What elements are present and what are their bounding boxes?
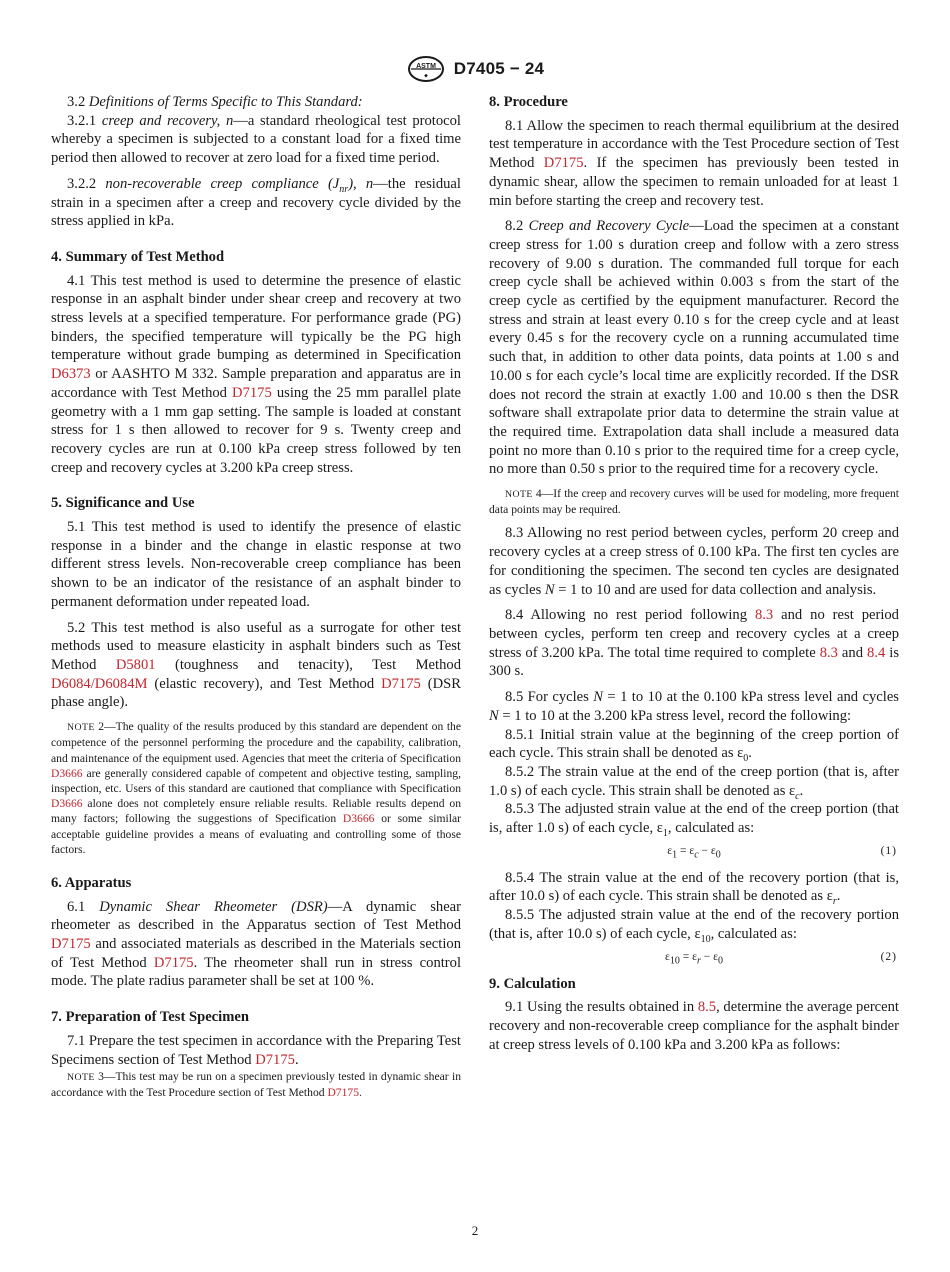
link-section-8-3[interactable]: 8.3: [754, 607, 774, 624]
note-3: NOTE 3—This test may be run on a specimen previously tested in dynamic shear in accordance with the Test Procedure section of Test Method D7175.: [51, 1070, 461, 1100]
right-column: [489, 93, 899, 1054]
para-9-1: 9.1 Using the results obtained in 8.5, determine the average percent recovery and non-recoverable creep compliance for the asphalt binder at creep stress levels of 0.100 kPa and 3.200 kPa as follows:: [489, 999, 899, 1053]
equation-1: $\varepsilon_1 = \varepsilon_c - \varepsilon_0$ (1): [667, 844, 897, 861]
equation-number: (2): [880, 950, 897, 963]
link-section-8-3[interactable]: 8.3: [819, 644, 838, 661]
link-d7175[interactable]: D7175: [232, 384, 272, 401]
para-8-2: 8.2 Creep and Recovery Cycle—Load the specimen at a constant creep stress for 1.00 s duration creep and follow with a zero stress recovery of 9.00 s duration. The commanded full torque for each creep cycle shall be achieved within 0.003 s from the start of the creep cycle as certified by the equipment manufacturer. Record the stress and strain at least every 0.10 s for the creep cycle and at least every 0.45 s for the recovery cycle on a running accumulated time such that, in addition to other data points, data points at 1.00 s and 10.00 s for each cycle’s local time are explicitly recorded. If the DSR does not record the strain at exactly 1.00 and 10.00 s then the DSR software shall extrapolate prior data to determine the strain value at the required time. Extrapolation data shall include a measured data point no more than 0.10 s prior to the required time for a creep cycle, no more than 0.50 s prior to the required time for a recovery cycle.: [489, 218, 900, 478]
para-8-5-1: 8.5.1 Initial strain value at the beginning of the creep portion of each cycle. This strain shall be denoted as $\varepsilon_0$.: [489, 726, 899, 765]
para-8-3: 8.3 Allowing no rest period between cycles, perform 20 creep and recovery cycles at a creep stress of 0.100 kPa. The first ten cycles are for conditioning the specimen. The second ten cycles are designated as cycles N = 1 to 10 and are used for data collection and analysis.: [489, 525, 899, 598]
equation-2: $\varepsilon_{10} = \varepsilon_r - \varepsilon_0$ (2): [665, 950, 897, 966]
link-d7175[interactable]: D7175: [153, 954, 194, 971]
para-8-5-2: 8.5.2 The strain value at the end of the creep portion (that is, after 1.0 s) of each cycle. This strain shall be denoted as $\varepsilon_c$.: [489, 763, 899, 802]
astm-logo-icon: [406, 56, 446, 82]
link-d7175[interactable]: D7175: [51, 936, 91, 953]
link-d3666[interactable]: D3666: [51, 797, 83, 811]
para-5-2: 5.2 This test method is also useful as a surrogate for other test methods used to measure elasticity in asphalt binders such as Test Method D5801 (toughness and tenacity), Test Method D6084/D6084M (elastic recovery), and Test Method D7175 (DSR phase angle).: [51, 619, 461, 711]
heading-section-9: 9. Calculation: [489, 975, 576, 992]
para-3-2-1: 3.2.1 creep and recovery, n—a standard rheological test protocol whereby a specimen is subjected to a constant load for a fixed time period then allowed to recover at zero load for a fixed time period.: [51, 112, 461, 167]
heading-section-6: 6. Apparatus: [51, 874, 132, 891]
link-d7175[interactable]: D7175: [255, 1051, 295, 1068]
link-d6373[interactable]: D6373: [51, 366, 91, 383]
link-d5801[interactable]: D5801: [115, 656, 156, 673]
heading-section-5: 5. Significance and Use: [51, 495, 195, 512]
para-8-1: 8.1 Allow the specimen to reach thermal equilibrium at the desired test temperature in accordance with the Test Procedure section of Test Method D7175. If the specimen has previously been tested in dynamic shear, allow the specimen to remain unloaded for at least 1 min before starting the creep and recovery test.: [489, 117, 899, 209]
page-header: [0, 56, 950, 82]
note-2: NOTE 2—The quality of the results produced by this standard are dependent on the competence of the personnel performing the procedure and the capability, calibration, and maintenance of the equipment used. Agencies that meet the criteria of Specification D3666 are generally considered capable of competent and objective testing, sampling, inspection, etc. Users of this standard are cautioned that compliance with Specification D3666 alone does not completely ensure reliable results. Reliable results depend on many factors; following the suggestions of Specification D3666 or some similar acceptable guideline provides a means of evaluating and controlling some of those factors.: [51, 720, 462, 856]
para-7-1: 7.1 Prepare the test specimen in accordance with the Preparing Test Specimens section of Test Method D7175.: [51, 1032, 461, 1068]
para-8-5: 8.5 For cycles N = 1 to 10 at the 0.100 kPa stress level and cycles N = 1 to 10 at the 3.200 kPa stress level, record the following:: [489, 689, 899, 724]
heading-section-8: 8. Procedure: [489, 94, 568, 110]
link-d3666[interactable]: D3666: [342, 812, 375, 826]
para-5-1: 5.1 This test method is used to identify the presence of elastic response in a binder and the change in elastic response at two different stress levels. Non-recoverable creep compliance has been shown to be an indicator of the resistance of an asphalt binder to permanent deformation under repeated load.: [51, 519, 461, 610]
astm-logo-text: ASTM: [415, 63, 436, 70]
left-column: [51, 93, 461, 1101]
link-d7175[interactable]: D7175: [543, 155, 584, 172]
para-6-1: 6.1 Dynamic Shear Rheometer (DSR)—A dynamic shear rheometer as described in the Apparatus section of Test Method D7175 and associated materials as described in the Materials section of Test Method D7175. The rheometer shall run in stress control mode. The plate radius parameter shall be set at 100 %.: [51, 898, 462, 990]
para-8-4: 8.4 Allowing no rest period following 8.3 and no rest period between cycles, perform ten creep and recovery cycles at a creep stress of 3.200 kPa. The total time required to complete 8.3 and 8.4 is 300 s.: [489, 607, 899, 680]
para-3-2-2: 3.2.2 non-recoverable creep compliance $(J_{nr})$, n—the residual strain in a specimen after a creep and recovery cycle divided by the stress applied in kPa.: [51, 175, 461, 230]
link-d7175[interactable]: D7175: [327, 1086, 359, 1100]
para-8-5-3: 8.5.3 The adjusted strain value at the end of the creep portion (that is, after 1.0 s) of each cycle, $\varepsilon_1$, calculated as:: [489, 801, 899, 839]
page-number: 2: [471, 1223, 479, 1238]
para-8-5-4: 8.5.4 The strain value at the end of the recovery portion (that is, after 10.0 s) of each cycle. This strain shall be denoted as $\varepsilon_r$.: [489, 869, 899, 908]
para-3-2: 3.2 Definitions of Terms Specific to This Standard:: [67, 94, 363, 110]
equation-number: (1): [880, 844, 897, 857]
link-d7175[interactable]: D7175: [381, 675, 421, 692]
link-section-8-4[interactable]: 8.4: [867, 644, 886, 661]
heading-section-7: 7. Preparation of Test Specimen: [51, 1009, 249, 1026]
note-4: NOTE 4—If the creep and recovery curves will be used for modeling, more frequent data points may be required.: [489, 487, 899, 517]
para-8-5-5: 8.5.5 The adjusted strain value at the end of the recovery portion (that is, after 10.0 s) of each cycle, $\varepsilon_{10}$, calculated as:: [489, 907, 899, 945]
svg-text:⬥: ⬥: [424, 73, 428, 79]
link-section-8-5[interactable]: 8.5: [697, 999, 717, 1016]
para-4-1: 4.1 This test method is used to determine the presence of elastic response in an asphalt binder under shear creep and recovery at two stress levels at a specified temperature. For performance grade (PG) binders, the specified temperature will typically be the PG high temperature without grade bumping as determined in Specification D6373 or AASHTO M 332. Sample preparation and apparatus are in accordance with Test Method D7175 using the 25 mm parallel plate geometry with a 1 mm gap setting. The sample is loaded at constant stress for 1 s then allowed to recover for 9 s. Twenty creep and recovery cycles are run at 0.100 kPa creep stress followed by ten creep and recovery cycles at 3.200 kPa creep stress.: [51, 272, 461, 476]
link-d3666[interactable]: D3666: [51, 766, 83, 780]
link-d6084[interactable]: D6084/D6084M: [51, 675, 148, 692]
heading-section-4: 4. Summary of Test Method: [51, 248, 225, 265]
document-designation: D7405 − 24: [453, 59, 545, 78]
